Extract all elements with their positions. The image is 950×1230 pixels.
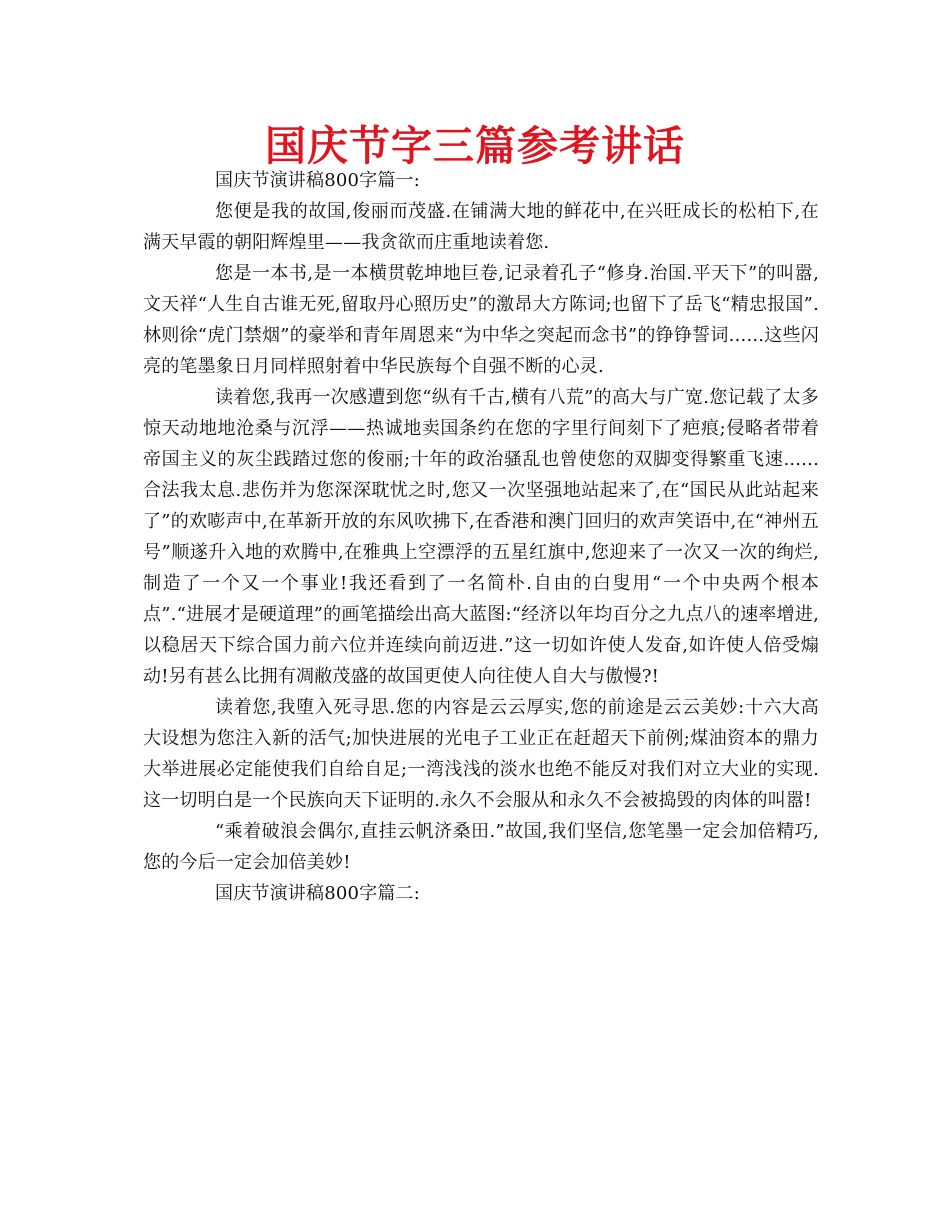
document-body [143, 165, 819, 909]
body-paragraph: 您是一本书,是一本横贯乾坤地巨卷,记录着孔子“修身.治国.平天下”的叫嚣,文天祥“人生自古谁无死,留取丹心照历史”的激昂大方陈词;也留下了岳飞“精忠报国”.林则徐“虎门禁烟”的豪举和青年周恩来“为中华之突起而念书”的铮铮誓词......这些闪亮的笔墨象日月同样照射着中华民族每个自强不断的心灵. [143, 263, 819, 377]
section-heading-two: 国庆节演讲稿800字篇二: [215, 883, 421, 904]
document-title: 国庆节字三篇参考讲话 [265, 122, 685, 170]
body-paragraph: 您便是我的故国,俊丽而茂盛.在铺满大地的鲜花中,在兴旺成长的松柏下,在满天早霞的朝阳辉煌里——我贪欲而庄重地读着您. [143, 201, 819, 253]
body-paragraph: “乘着破浪会偶尔,直挂云帆济桑田.”故国,我们坚信,您笔墨一定会加倍精巧,您的今后一定会加倍美妙! [143, 821, 819, 873]
section-heading-one: 国庆节演讲稿800字篇一: [215, 170, 421, 191]
body-paragraph: 读着您,我再一次感遭到您“纵有千古,横有八荒”的高大与广宽.您记载了太多惊天动地地沧桑与沉浮——热诚地卖国条约在您的字里行间刻下了疤痕;侵略者带着帝国主义的灰尘践踏过您的俊丽;十年的政治骚乱也曾使您的双脚变得繁重飞速......合法我太息.悲伤并为您深深耽忧之时,您又一次坚强地站起来了,在“国民从此站起来了”的欢嘭声中,在革新开放的东风吹拂下,在香港和澳门回归的欢声笑语中,在“神州五号”顺遂升入地的欢腾中,在雅典上空漂浮的五星红旗中,您迎来了一次又一次的绚烂,制造了一个又一个事业!我还看到了一名简朴.自由的白叟用“一个中央两个根本点”.“进展才是硬道理”的画笔描绘出高大蓝图:“经济以年均百分之九点八的速率增进,以稳居天下综合国力前六位并连续向前迈进.”这一切如许使人发奋,如许使人倍受煽动!另有甚么比拥有凋敝茂盛的故国更使人向往使人自大与傲慢?! [143, 387, 819, 687]
body-paragraph: 读着您,我堕入死寻思.您的内容是云云厚实,您的前途是云云美妙:十六大高大设想为您注入新的活气;加快进展的光电子工业正在赶超天下前例;煤油资本的鼎力大举进展必定能使我们自给自足;一湾浅浅的淡水也绝不能反对我们对立大业的实现.这一切明白是一个民族向天下证明的.永久不会服从和永久不会被捣毁的肉体的叫嚣! [143, 697, 819, 811]
